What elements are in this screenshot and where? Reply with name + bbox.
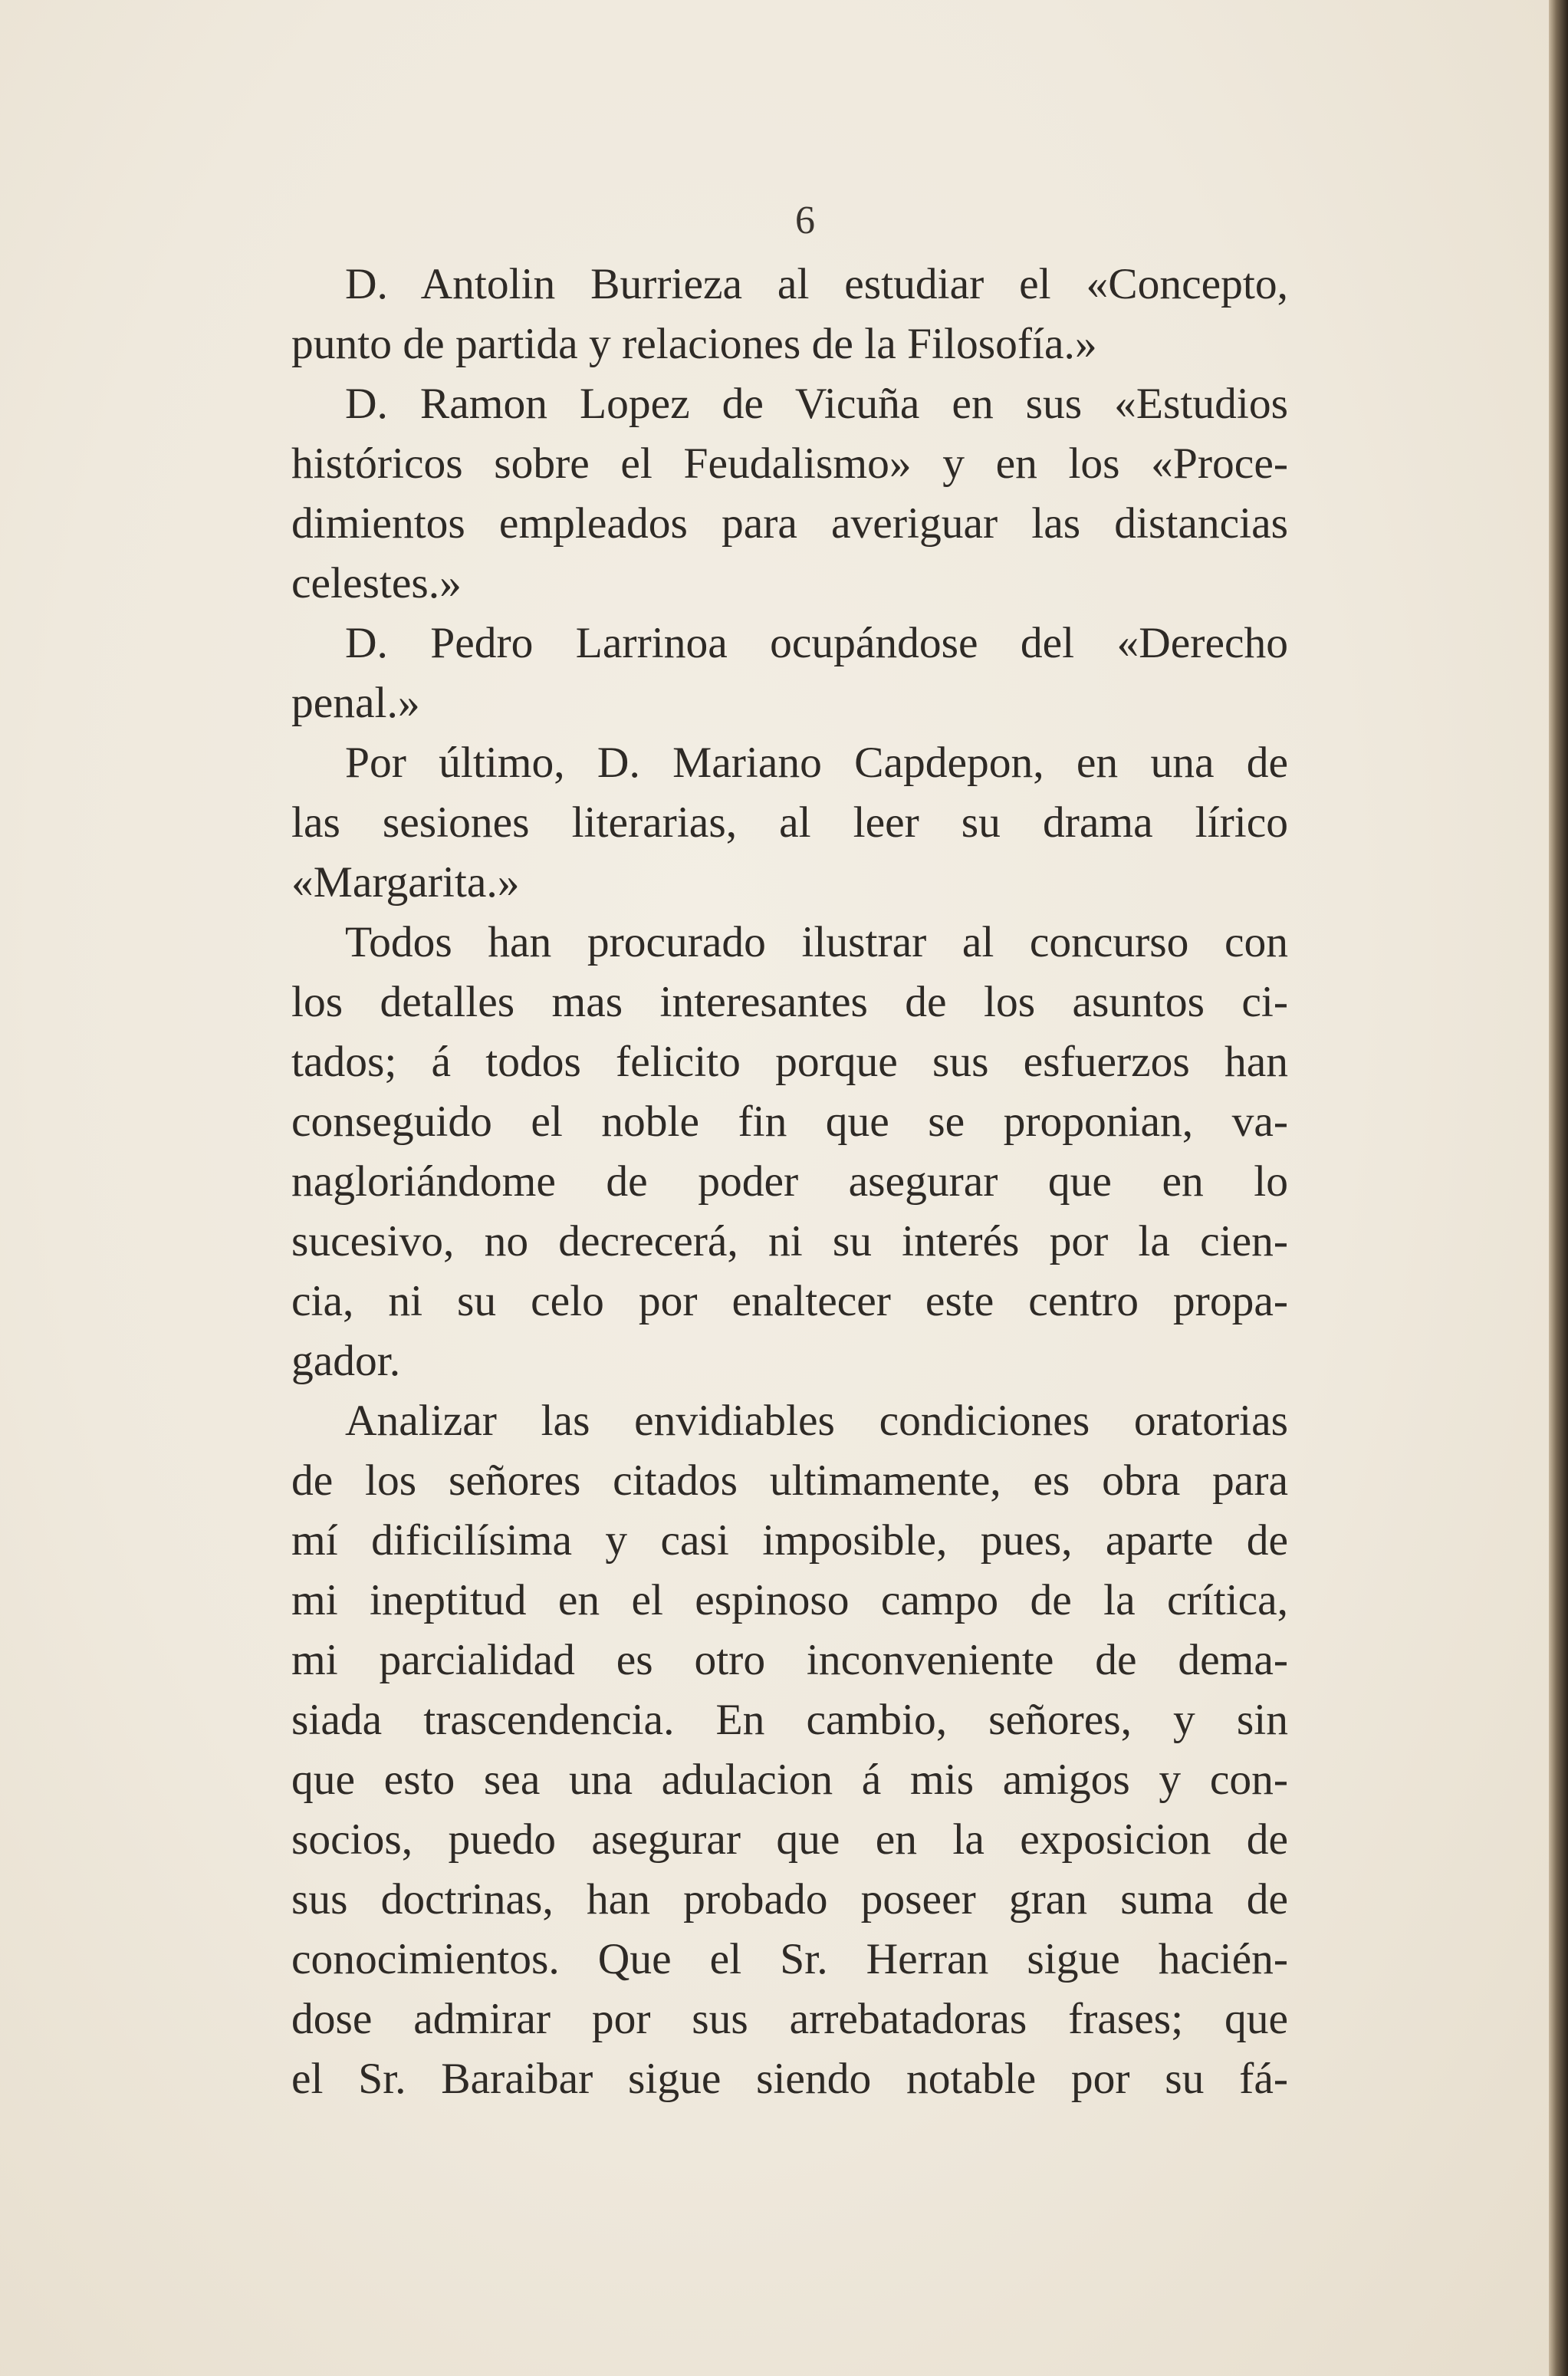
page-edge-shadow xyxy=(1549,0,1568,2376)
text-line: D. Ramon Lopez de Vicuña en sus «Estudios xyxy=(345,380,1288,428)
text-line: sucesivo, no decrecerá, ni su interés por la cien- xyxy=(291,1217,1288,1265)
text-line: de los señores citados ultimamente, es obra para xyxy=(291,1456,1288,1505)
text-line: cia, ni su celo por enaltecer este centro propa- xyxy=(291,1277,1288,1325)
text-line: gador. xyxy=(291,1337,401,1385)
text-line: Analizar las envidiables condiciones oratorias xyxy=(345,1397,1288,1445)
text-line: dose admirar por sus arrebatadoras frases; que xyxy=(291,1995,1288,2043)
text-line: mi ineptitud en el espinoso campo de la crítica, xyxy=(291,1576,1288,1624)
paragraph xyxy=(291,614,1288,733)
text-line: sus doctrinas, han probado poseer gran suma de xyxy=(291,1875,1288,1924)
text-line: que esto sea una adulacion á mis amigos y con- xyxy=(291,1756,1288,1804)
text-line: el Sr. Baraibar sigue siendo notable por su fá- xyxy=(291,2055,1288,2103)
text-line: nagloriándome de poder asegurar que en lo xyxy=(291,1157,1288,1206)
text-line: las sesiones literarias, al leer su drama lírico xyxy=(291,798,1288,847)
text-line: mí dificilísima y casi imposible, pues, aparte de xyxy=(291,1516,1288,1565)
text-line: los detalles mas interesantes de los asuntos ci- xyxy=(291,978,1288,1026)
text-line: D. Antolin Burrieza al estudiar el «Concepto, xyxy=(345,260,1288,308)
text-line: Todos han procurado ilustrar al concurso con xyxy=(345,918,1288,966)
text-line: penal.» xyxy=(291,679,420,727)
text-line: punto de partida y relaciones de la Filosofía.» xyxy=(291,320,1097,368)
text-line: celestes.» xyxy=(291,559,462,607)
paragraph xyxy=(291,374,1288,614)
text-line: conocimientos. Que el Sr. Herran sigue hacién- xyxy=(291,1935,1288,1983)
text-line: D. Pedro Larrinoa ocupándose del «Derecho xyxy=(345,619,1288,667)
page-number: 6 xyxy=(795,199,815,242)
text-line: «Margarita.» xyxy=(291,858,520,907)
text-line: Por último, D. Mariano Capdepon, en una de xyxy=(345,739,1288,787)
paragraph xyxy=(291,913,1288,1391)
paragraph xyxy=(291,733,1288,913)
paragraph xyxy=(291,1391,1288,2109)
text-line: dimientos empleados para averiguar las distancias xyxy=(291,499,1288,548)
text-line: conseguido el noble fin que se proponian, va- xyxy=(291,1098,1288,1146)
text-line: mi parcialidad es otro inconveniente de dema- xyxy=(291,1636,1288,1684)
paragraph xyxy=(291,255,1288,374)
text-line: socios, puedo asegurar que en la exposicion de xyxy=(291,1815,1288,1864)
text-line: tados; á todos felicito porque sus esfuerzos han xyxy=(291,1038,1288,1086)
page-text xyxy=(291,255,1288,2109)
text-line: históricos sobre el Feudalismo» y en los «Proce- xyxy=(291,439,1288,488)
text-line: siada trascendencia. En cambio, señores, y sin xyxy=(291,1696,1288,1744)
